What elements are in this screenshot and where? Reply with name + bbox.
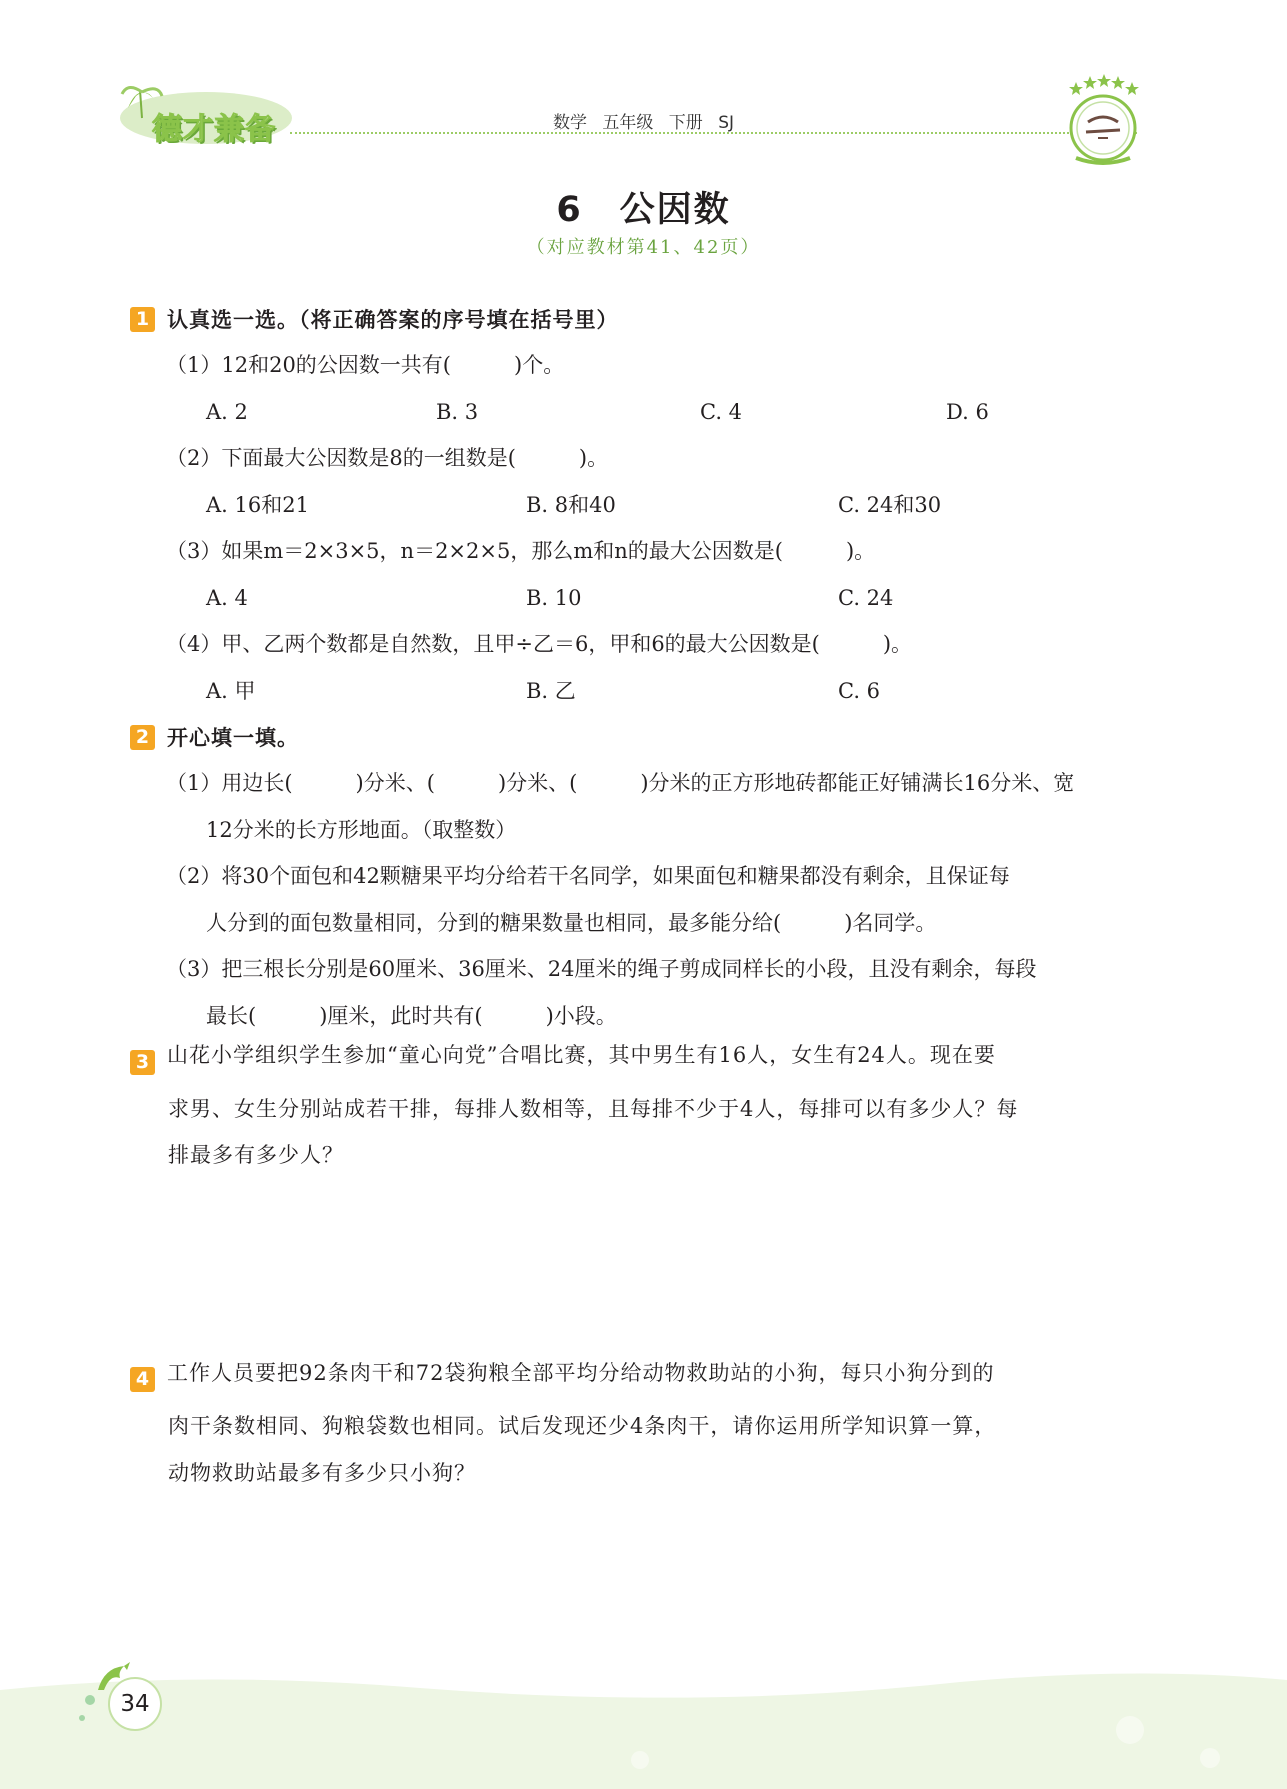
answer-space [130, 1179, 1130, 1357]
section-4-problem [130, 1357, 1130, 1404]
section-2-heading [130, 714, 1130, 760]
problem-text: 动物救助站最多有多少只小狗？ [168, 1460, 476, 1485]
section-title: 认真选一选。（将正确答案的序号填在括号里） [167, 308, 619, 332]
worksheet-content [130, 296, 1130, 1496]
brand-logo-text: 德才兼备 [152, 112, 276, 147]
section-number-badge: 1 [130, 307, 155, 332]
option-a: A. 2 [206, 399, 248, 424]
footer-decoration [0, 1660, 1287, 1789]
problem-text: 工作人员要把92条肉干和72袋狗粮全部平均分给动物救助站的小狗，每只小狗分到的 [167, 1360, 995, 1385]
option-b: B. 3 [436, 399, 479, 424]
option-c: C. 6 [838, 678, 881, 703]
question-text: （4）甲、乙两个数都是自然数，且甲÷乙＝6，甲和6的最大公因数是( )。 [166, 632, 913, 656]
section-number-badge: 2 [130, 725, 155, 750]
page-subtitle: （对应教材第41、42页） [526, 237, 761, 258]
question-text: （1）12和20的公因数一共有( )个。 [166, 353, 565, 377]
page-title: 6 公因数 [556, 190, 731, 230]
question-text-continued: 人分到的面包数量相同，分到的糖果数量也相同，最多能分给( )名同学。 [206, 910, 937, 935]
question-text: （1）用边长( )分米、( )分米、( )分米的正方形地砖都能正好铺满长16分米、宽 [166, 771, 1075, 795]
question-text: （2）下面最大公因数是8的一组数是( )。 [166, 446, 609, 470]
option-row [130, 482, 1130, 529]
section-number-badge: 3 [130, 1050, 155, 1075]
problem-text: 排最多有多少人？ [168, 1143, 344, 1167]
option-c: C. 4 [700, 399, 743, 424]
option-c: C. 24 [838, 585, 894, 610]
page-header [0, 0, 1287, 160]
option-c: C. 24和30 [838, 492, 942, 517]
option-a: A. 16和21 [206, 492, 309, 517]
option-row [130, 389, 1130, 436]
option-a: A. 甲 [206, 678, 256, 703]
option-row [130, 668, 1130, 715]
question-text: （3）把三根长分别是60厘米、36厘米、24厘米的绳子剪成同样长的小段，且没有剩余，每段 [166, 957, 1037, 981]
section-number-badge: 4 [130, 1367, 155, 1392]
question-text: （2）将30个面包和42颗糖果平均分给若干名同学，如果面包和糖果都没有剩余，且保证每 [166, 864, 1010, 888]
question-text-continued: 12分米的长方形地面。（取整数） [206, 817, 517, 842]
option-row [130, 575, 1130, 622]
author-seal-icon [1062, 72, 1144, 170]
problem-text: 求男、女生分别站成若干排，每排人数相等，且每排不少于4人，每排可以有多少人？每 [168, 1096, 1019, 1121]
option-b: B. 8和40 [526, 492, 616, 517]
section-1-heading [130, 296, 1130, 342]
option-b: B. 10 [526, 585, 582, 610]
page-number: 34 [108, 1677, 162, 1731]
header-course-info: 数学 五年级 下册 SJ [552, 113, 735, 133]
option-d: D. 6 [946, 399, 989, 424]
problem-text: 山花小学组织学生参加“童心向党”合唱比赛，其中男生有16人，女生有24人。现在要 [167, 1043, 996, 1067]
option-b: B. 乙 [526, 678, 576, 703]
section-title: 开心填一填。 [167, 726, 299, 750]
problem-text: 肉干条数相同、狗粮袋数也相同。试后发现还少4条肉干，请你运用所学知识算一算， [168, 1414, 997, 1438]
section-3-problem [130, 1039, 1130, 1086]
option-a: A. 4 [206, 585, 248, 610]
question-text: （3）如果m＝2×3×5，n＝2×2×5，那么m和n的最大公因数是( )。 [166, 539, 876, 563]
question-text-continued: 最长( )厘米，此时共有( )小段。 [206, 1003, 617, 1028]
